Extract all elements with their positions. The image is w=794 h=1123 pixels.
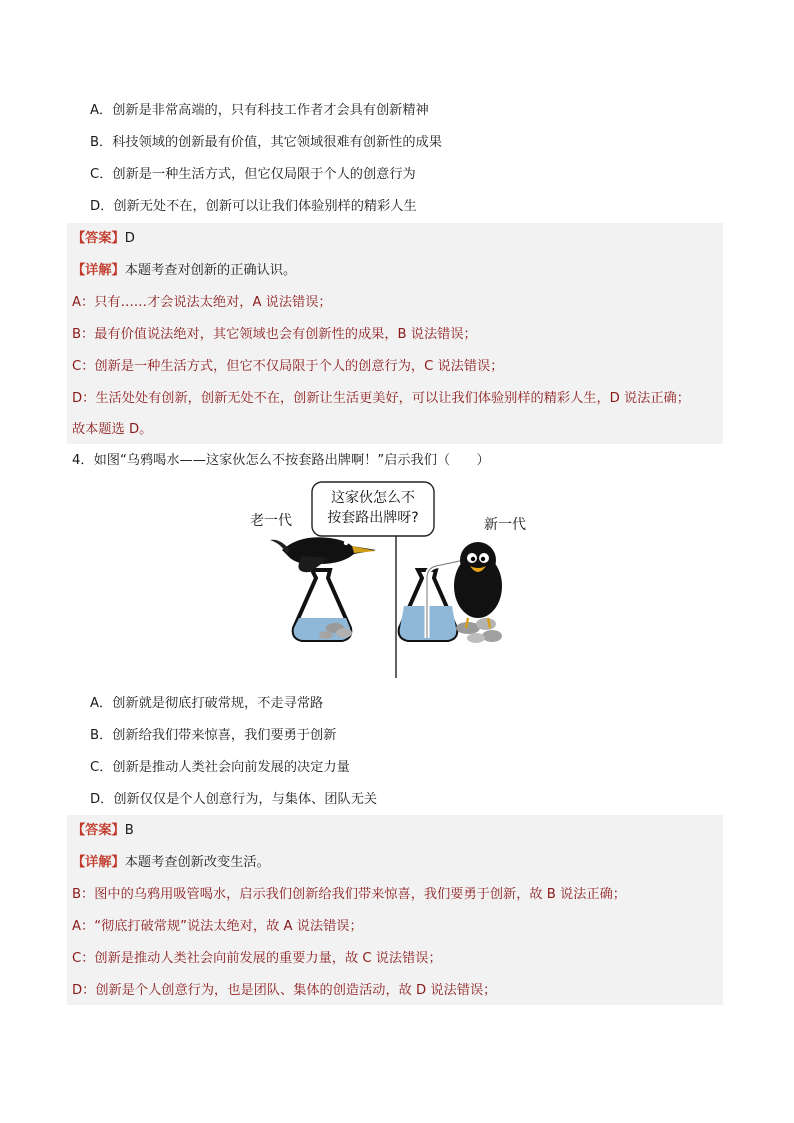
q3-conclusion: 故本题选 D。	[72, 422, 153, 437]
q3-option-b: B．科技领域的创新最有价值，其它领域很难有创新性的成果	[90, 135, 442, 150]
answer-value: D	[124, 231, 135, 246]
detail-label: 【详解】	[72, 263, 125, 278]
answer-label: 【答案】	[72, 231, 125, 246]
q3-detail-line-a: A：只有……才会说法太绝对，A 说法错误；	[72, 295, 332, 310]
q4-option-c: C．创新是推动人类社会向前发展的决定力量	[90, 760, 350, 775]
q3-detail-line-d: D：生活处处有创新，创新无处不在，创新让生活更美好，可以让我们体验别样的精彩人生，D 说法正确；	[72, 391, 690, 406]
label-new-generation: 新一代	[484, 517, 526, 533]
q3-detail-line-b: B：最有价值说法绝对，其它领域也会有创新性的成果，B 说法错误；	[72, 327, 477, 342]
q4-detail-line-a: A：“彻底打破常规”说法太绝对，故 A 说法错误；	[72, 919, 363, 934]
q3-detail	[72, 261, 296, 281]
q3-option-a: A．创新是非常高端的，只有科技工作者才会具有创新精神	[90, 103, 429, 118]
q4-detail-line-d: D：创新是个人创意行为，也是团队、集体的创造活动，故 D 说法错误；	[72, 983, 497, 998]
q3-detail-line-c: C：创新是一种生活方式，但它不仅局限于个人的创意行为，C 说法错误；	[72, 359, 504, 374]
bubble-line-2: 按套路出牌呀?	[327, 510, 419, 526]
q4-answer	[72, 821, 134, 841]
q4-detail	[72, 853, 270, 873]
crow-drinking-figure	[230, 478, 560, 683]
answer-label: 【答案】	[72, 823, 125, 838]
q4-answer-box	[67, 815, 723, 1005]
q4-option-a: A．创新就是彻底打破常规，不走寻常路	[90, 696, 324, 711]
label-old-generation: 老一代	[250, 513, 292, 529]
bubble-line-1: 这家伙怎么不	[331, 490, 415, 506]
q3-option-d: D．创新无处不在，创新可以让我们体验别样的精彩人生	[90, 199, 417, 214]
speech-bubble-text	[316, 488, 430, 528]
detail-label: 【详解】	[72, 855, 125, 870]
q4-stem: 4．如图“乌鸦喝水——这家伙怎么不按套路出牌啊！”启示我们（ ）	[72, 453, 490, 468]
detail-intro: 本题考查对创新的正确认识。	[124, 263, 297, 278]
q4-option-d: D．创新仅仅是个人创意行为，与集体、团队无关	[90, 792, 378, 807]
detail-intro: 本题考查创新改变生活。	[124, 855, 270, 870]
q4-option-b: B．创新给我们带来惊喜，我们要勇于创新	[90, 728, 337, 743]
q4-detail-line-c: C：创新是推动人类社会向前发展的重要力量，故 C 说法错误；	[72, 951, 442, 966]
q3-answer	[72, 229, 135, 249]
answer-value: B	[124, 823, 134, 838]
q3-option-c: C．创新是一种生活方式，但它仅局限于个人的创意行为	[90, 167, 416, 182]
q4-detail-line-b: B：图中的乌鸦用吸管喝水，启示我们创新给我们带来惊喜，我们要勇于创新，故 B 说法正确；	[72, 887, 626, 902]
